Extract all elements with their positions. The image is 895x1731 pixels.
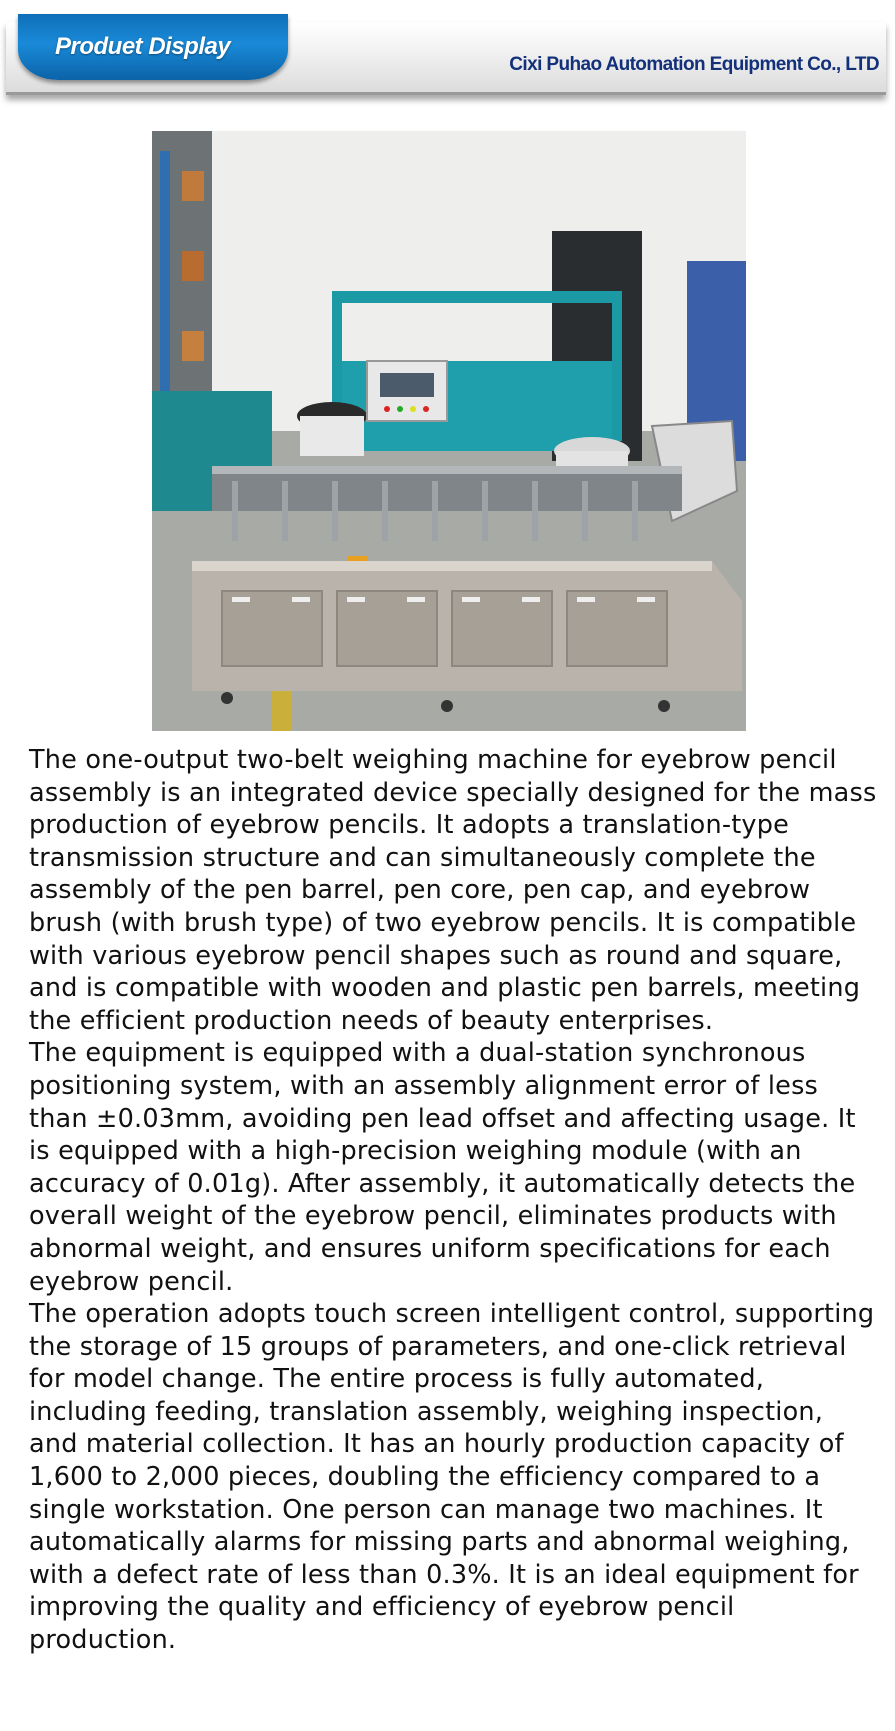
description-paragraph: The equipment is equipped with a dual-station synchronous positioning system, with an assembly alignment error of less than ±0.03mm, avoiding pen lead offset and affecting usage. It is equipped with a high-precision weighing module (with an accuracy of 0.01g). After assembly, it automatically detects the overall weight of the eyebrow pencil, eliminates products with abnormal weight, and ensures uniform specifications for each eyebrow pencil. (29, 1038, 856, 1297)
description-paragraph: The one-output two-belt weighing machine for eyebrow pencil assembly is an integrated device specially designed for the mass production of eyebrow pencils. It adopts a translation-type transmission structure and can simultaneously complete the assembly of the pen barrel, pen core, pen cap, and eyebrow brush (with brush type) of two eyebrow pencils. It is compatible with various eyebrow pencil shapes such as round and square, and is compatible with wooden and plastic pen barrels, meeting the efficient production needs of beauty enterprises. (29, 745, 877, 1036)
section-title: Produet Display (55, 33, 231, 60)
product-photo (152, 131, 746, 731)
machine-illustration (152, 131, 746, 731)
description-paragraph: The operation adopts touch screen intelligent control, supporting the storage of 15 groups of parameters, and one-click retrieval for model change. The entire process is fully automated, including feeding, translation assembly, weighing inspection, and material collection. It has an hourly production capacity of 1,600 to 2,000 pieces, doubling the efficiency compared to a single workstation. One person can manage two machines. It automatically alarms for missing parts and abnormal weighing, with a defect rate of less than 0.3%. It is an ideal equipment for improving the quality and efficiency of eyebrow pencil production. (29, 1299, 875, 1656)
product-description (29, 744, 879, 1657)
company-name: Cixi Puhao Automation Equipment Co., LTD (509, 54, 879, 75)
